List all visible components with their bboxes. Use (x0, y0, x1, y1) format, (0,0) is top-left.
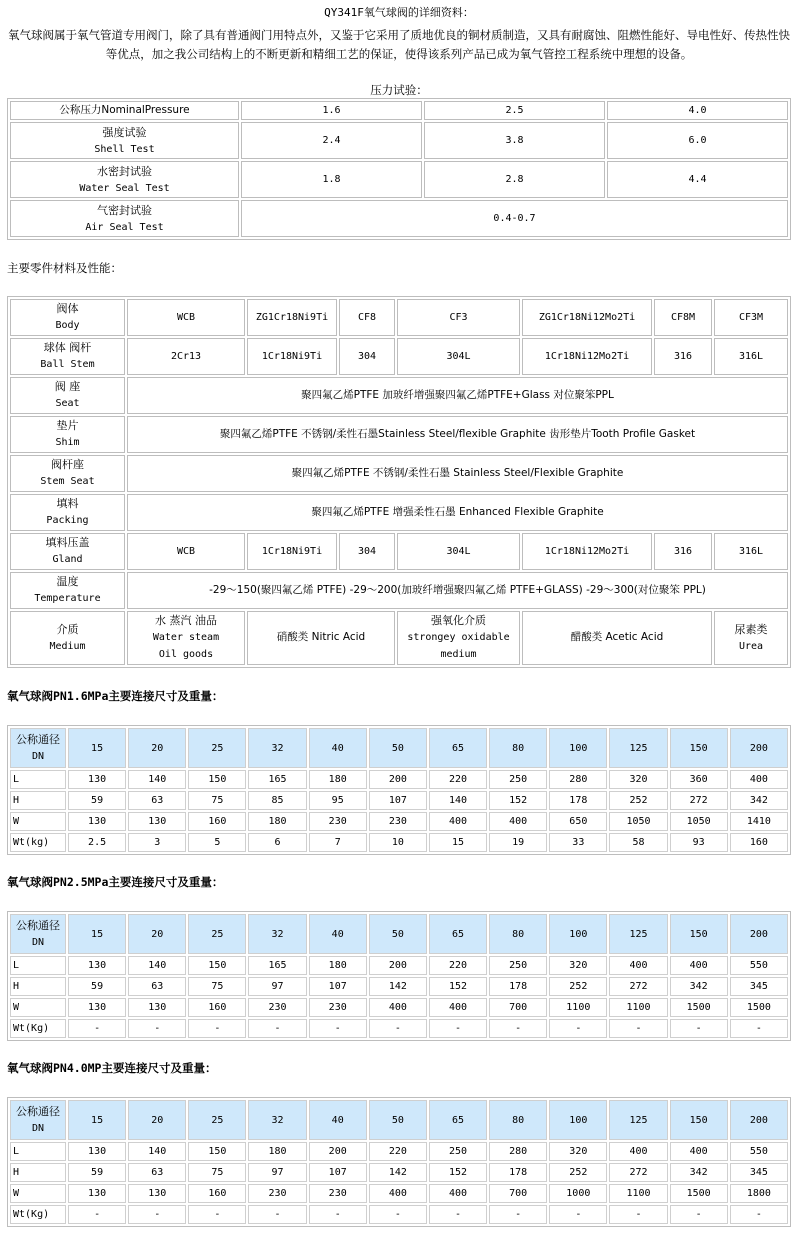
table-row (10, 1184, 788, 1203)
table-cell: - (730, 1019, 788, 1038)
table-cell: 59 (68, 977, 126, 996)
table-cell: - (309, 1205, 367, 1224)
table-cell: 700 (489, 1184, 547, 1203)
table-cell: 320 (609, 770, 667, 789)
table-cell: 320 (549, 1142, 607, 1161)
table-cell: 93 (670, 833, 728, 852)
pressure-value: 3.8 (424, 122, 605, 159)
pressure-row-shell (10, 122, 788, 159)
dn-label: 公称通径 DN (10, 1100, 66, 1140)
table-cell: 1100 (549, 998, 607, 1017)
table-cell: 7 (309, 833, 367, 852)
table-cell: 230 (309, 812, 367, 831)
table-cell: 140 (128, 956, 186, 975)
table-cell: 400 (609, 956, 667, 975)
mat-cell: 316 (654, 533, 712, 570)
table-cell: 400 (489, 812, 547, 831)
table-cell: 19 (489, 833, 547, 852)
dn-size: 25 (188, 914, 246, 954)
mat-row-seat (10, 377, 788, 414)
mat-row-shim (10, 416, 788, 453)
dim-header-row (10, 914, 788, 954)
pressure-table (7, 98, 791, 240)
mat-cell: CF3M (714, 299, 788, 336)
table-cell: 400 (429, 998, 487, 1017)
dn-size: 65 (429, 1100, 487, 1140)
dn-size: 15 (68, 914, 126, 954)
table-cell: 272 (670, 791, 728, 810)
table-cell: 150 (188, 956, 246, 975)
table-cell: - (68, 1205, 126, 1224)
table-row (10, 770, 788, 789)
pressure-value: 1.6 (241, 101, 422, 120)
table-cell: 250 (429, 1142, 487, 1161)
dim40-table (7, 1097, 791, 1227)
dn-size: 40 (309, 728, 367, 768)
row-label: Wt(kg) (10, 833, 66, 852)
mat-label: 球体 阀杆 Ball Stem (10, 338, 125, 375)
table-cell: 75 (188, 977, 246, 996)
table-cell: 95 (309, 791, 367, 810)
table-cell: 345 (730, 1163, 788, 1182)
table-cell: 178 (489, 977, 547, 996)
table-cell: 2.5 (68, 833, 126, 852)
table-cell: 107 (309, 977, 367, 996)
dn-size: 32 (248, 914, 306, 954)
materials-table (7, 296, 791, 668)
mat-cell: 1Cr18Ni9Ti (247, 338, 337, 375)
table-cell: 1800 (730, 1184, 788, 1203)
dn-size: 50 (369, 728, 427, 768)
dn-size: 80 (489, 1100, 547, 1140)
table-cell: 152 (429, 1163, 487, 1182)
table-cell: 1050 (609, 812, 667, 831)
table-cell: 180 (248, 1142, 306, 1161)
table-cell: 345 (730, 977, 788, 996)
mat-cell: 316L (714, 338, 788, 375)
table-cell: 130 (128, 812, 186, 831)
table-cell: 130 (68, 1184, 126, 1203)
dn-size: 80 (489, 914, 547, 954)
table-cell: 400 (429, 812, 487, 831)
mat-cell: 硝酸类 Nitric Acid (247, 611, 395, 666)
table-cell: 160 (188, 812, 246, 831)
pressure-label: 公称压力NominalPressure (10, 101, 239, 120)
table-cell: 6 (248, 833, 306, 852)
dn-size: 200 (730, 728, 788, 768)
dn-size: 100 (549, 914, 607, 954)
dn-size: 40 (309, 914, 367, 954)
pressure-label: 水密封试验 Water Seal Test (10, 161, 239, 198)
mat-cell: 聚四氟乙烯PTFE 不锈钢/柔性石墨 Stainless Steel/Flexible Graphite (127, 455, 788, 492)
dn-size: 65 (429, 914, 487, 954)
table-cell: - (369, 1205, 427, 1224)
table-cell: 550 (730, 1142, 788, 1161)
table-cell: 150 (188, 1142, 246, 1161)
pressure-label: 气密封试验 Air Seal Test (10, 200, 239, 237)
table-cell: 97 (248, 1163, 306, 1182)
table-cell: 1100 (609, 1184, 667, 1203)
row-label: L (10, 956, 66, 975)
table-cell: 200 (369, 956, 427, 975)
table-cell: 152 (429, 977, 487, 996)
mat-cell: 聚四氟乙烯PTFE 增强柔性石墨 Enhanced Flexible Graphite (127, 494, 788, 531)
mat-cell: 316 (654, 338, 712, 375)
table-cell: 33 (549, 833, 607, 852)
dn-size: 125 (609, 1100, 667, 1140)
mat-cell: 1Cr18Ni9Ti (247, 533, 337, 570)
mat-cell: 聚四氟乙烯PTFE 不锈钢/柔性石墨Stainless Steel/flexible Graphite 齿形垫片Tooth Profile Gasket (127, 416, 788, 453)
table-row (10, 791, 788, 810)
pressure-row-nominal (10, 101, 788, 120)
table-cell: 130 (68, 812, 126, 831)
mat-cell: ZG1Cr18Ni12Mo2Ti (522, 299, 652, 336)
mat-label: 阀 座 Seat (10, 377, 125, 414)
table-cell: 130 (68, 1142, 126, 1161)
pressure-label: 强度试验 Shell Test (10, 122, 239, 159)
table-cell: 107 (309, 1163, 367, 1182)
table-cell: 10 (369, 833, 427, 852)
row-label: W (10, 1184, 66, 1203)
table-cell: 650 (549, 812, 607, 831)
mat-cell: WCB (127, 299, 245, 336)
table-cell: 160 (188, 1184, 246, 1203)
mat-label: 介质 Medium (10, 611, 125, 666)
mat-cell: ZG1Cr18Ni9Ti (247, 299, 337, 336)
pressure-row-air (10, 200, 788, 237)
mat-label: 温度 Temperature (10, 572, 125, 609)
page-title: QY341F氧气球阀的详细资料： (324, 6, 474, 19)
table-cell: 342 (670, 977, 728, 996)
table-cell: 250 (489, 770, 547, 789)
pressure-value: 0.4-0.7 (241, 200, 788, 237)
table-cell: 130 (128, 1184, 186, 1203)
dn-size: 150 (670, 728, 728, 768)
mat-cell: CF8 (339, 299, 395, 336)
dn-size: 200 (730, 1100, 788, 1140)
table-cell: - (188, 1205, 246, 1224)
table-cell: - (429, 1205, 487, 1224)
table-cell: 142 (369, 1163, 427, 1182)
table-row (10, 1205, 788, 1224)
table-cell: 160 (730, 833, 788, 852)
row-label: Wt(Kg) (10, 1205, 66, 1224)
mat-cell: 304L (397, 533, 520, 570)
table-cell: 107 (369, 791, 427, 810)
table-cell: 1500 (670, 998, 728, 1017)
dn-size: 100 (549, 1100, 607, 1140)
table-cell: 85 (248, 791, 306, 810)
table-cell: 178 (489, 1163, 547, 1182)
table-cell: - (609, 1205, 667, 1224)
mat-cell: 304 (339, 533, 395, 570)
table-cell: 140 (128, 1142, 186, 1161)
table-cell: 400 (670, 1142, 728, 1161)
table-row (10, 812, 788, 831)
table-row (10, 1163, 788, 1182)
table-cell: - (549, 1205, 607, 1224)
intro-paragraph: 氧气球阀属于氧气管道专用阀门，除了具有普通阀门用特点外，又鉴于它采用了质地优良的铜材质制造，又具有耐腐蚀、阻燃性能好、导电性好、传热性快等优点，加之我公司结构上的不断更新和精细工艺的保证，使得该系列产品已成为氧气管控工程系统中理想的设备。 (8, 28, 790, 61)
table-cell: 150 (188, 770, 246, 789)
mat-label: 阀杆座 Stem Seat (10, 455, 125, 492)
dn-size: 32 (248, 728, 306, 768)
dn-label: 公称通径 DN (10, 914, 66, 954)
mat-cell: 304L (397, 338, 520, 375)
dn-size: 150 (670, 914, 728, 954)
table-cell: 400 (670, 956, 728, 975)
dn-size: 150 (670, 1100, 728, 1140)
table-row (10, 977, 788, 996)
row-label: H (10, 1163, 66, 1182)
table-cell: 220 (369, 1142, 427, 1161)
row-label: H (10, 977, 66, 996)
mat-cell: 尿素类 Urea (714, 611, 788, 666)
table-cell: 342 (730, 791, 788, 810)
row-label: W (10, 998, 66, 1017)
table-cell: 15 (429, 833, 487, 852)
dim-header-row (10, 728, 788, 768)
dn-size: 100 (549, 728, 607, 768)
mat-cell: 强氧化介质 strongey oxidable medium (397, 611, 520, 666)
dn-size: 20 (128, 728, 186, 768)
table-cell: - (549, 1019, 607, 1038)
dn-label: 公称通径 DN (10, 728, 66, 768)
table-cell: 1000 (549, 1184, 607, 1203)
table-cell: 400 (369, 1184, 427, 1203)
pressure-value: 4.4 (607, 161, 788, 198)
table-cell: - (248, 1019, 306, 1038)
table-cell: 230 (369, 812, 427, 831)
dn-size: 125 (609, 914, 667, 954)
table-cell: 230 (248, 998, 306, 1017)
table-cell: 1410 (730, 812, 788, 831)
table-cell: 272 (609, 977, 667, 996)
dn-size: 50 (369, 1100, 427, 1140)
table-cell: 75 (188, 791, 246, 810)
table-cell: 252 (549, 977, 607, 996)
table-cell: - (670, 1019, 728, 1038)
dim16-caption: 氧气球阀PN1.6MPa主要连接尺寸及重量： (7, 689, 224, 703)
dn-size: 80 (489, 728, 547, 768)
mat-label: 填料 Packing (10, 494, 125, 531)
dim16-table (7, 725, 791, 855)
mat-cell: 316L (714, 533, 788, 570)
table-cell: 59 (68, 791, 126, 810)
table-cell: 97 (248, 977, 306, 996)
table-cell: 400 (609, 1142, 667, 1161)
table-cell: 58 (609, 833, 667, 852)
table-row (10, 1019, 788, 1038)
dim25-table (7, 911, 791, 1041)
row-label: H (10, 791, 66, 810)
table-cell: 400 (429, 1184, 487, 1203)
table-cell: - (670, 1205, 728, 1224)
table-cell: 220 (429, 770, 487, 789)
dn-size: 15 (68, 728, 126, 768)
table-cell: 63 (128, 977, 186, 996)
table-cell: 700 (489, 998, 547, 1017)
pressure-value: 6.0 (607, 122, 788, 159)
table-cell: 130 (68, 956, 126, 975)
dn-size: 20 (128, 914, 186, 954)
table-cell: - (369, 1019, 427, 1038)
table-cell: - (730, 1205, 788, 1224)
table-cell: - (309, 1019, 367, 1038)
mat-row-ball (10, 338, 788, 375)
table-row (10, 1142, 788, 1161)
dn-size: 40 (309, 1100, 367, 1140)
table-cell: 1100 (609, 998, 667, 1017)
table-cell: 360 (670, 770, 728, 789)
table-cell: 230 (309, 998, 367, 1017)
mat-label: 垫片 Shim (10, 416, 125, 453)
table-cell: - (128, 1019, 186, 1038)
row-label: L (10, 770, 66, 789)
mat-label: 填料压盖 Gland (10, 533, 125, 570)
table-cell: 63 (128, 791, 186, 810)
table-cell: 1050 (670, 812, 728, 831)
table-cell: 130 (68, 998, 126, 1017)
pressure-value: 2.4 (241, 122, 422, 159)
mat-row-body (10, 299, 788, 336)
table-cell: 200 (369, 770, 427, 789)
table-cell: 230 (309, 1184, 367, 1203)
pressure-value: 2.5 (424, 101, 605, 120)
dn-size: 25 (188, 728, 246, 768)
table-cell: 165 (248, 956, 306, 975)
pressure-value: 2.8 (424, 161, 605, 198)
mat-row-packing (10, 494, 788, 531)
table-cell: 550 (730, 956, 788, 975)
table-cell: 1500 (670, 1184, 728, 1203)
mat-cell: CF8M (654, 299, 712, 336)
mat-cell: 聚四氟乙烯PTFE 加玻纤增强聚四氟乙烯PTFE+Glass 对位聚笨PPL (127, 377, 788, 414)
dn-size: 20 (128, 1100, 186, 1140)
table-cell: 252 (609, 791, 667, 810)
pressure-row-water (10, 161, 788, 198)
table-cell: 400 (730, 770, 788, 789)
table-cell: 342 (670, 1163, 728, 1182)
table-cell: 140 (429, 791, 487, 810)
mat-cell: CF3 (397, 299, 520, 336)
pressure-value: 4.0 (607, 101, 788, 120)
table-cell: 130 (128, 998, 186, 1017)
table-cell: - (489, 1205, 547, 1224)
table-cell: 252 (549, 1163, 607, 1182)
dim40-caption: 氧气球阀PN4.0MP主要连接尺寸及重量： (7, 1061, 217, 1075)
dn-size: 65 (429, 728, 487, 768)
table-cell: 142 (369, 977, 427, 996)
table-cell: 280 (549, 770, 607, 789)
table-cell: 165 (248, 770, 306, 789)
table-cell: 63 (128, 1163, 186, 1182)
table-cell: 180 (309, 770, 367, 789)
pressure-value: 1.8 (241, 161, 422, 198)
table-row (10, 998, 788, 1017)
table-cell: - (68, 1019, 126, 1038)
mat-cell: 水 蒸汽 油品 Water steam Oil goods (127, 611, 245, 666)
pressure-caption: 压力试验： (370, 83, 428, 97)
table-cell: - (609, 1019, 667, 1038)
dn-size: 50 (369, 914, 427, 954)
table-cell: 180 (248, 812, 306, 831)
dn-size: 125 (609, 728, 667, 768)
mat-cell: -29～150(聚四氟乙烯 PTFE) -29～200(加玻纤增强聚四氟乙烯 PTFE+GLASS) -29～300(对位聚笨 PPL) (127, 572, 788, 609)
mat-row-medium (10, 611, 788, 666)
table-row (10, 956, 788, 975)
mat-cell: 304 (339, 338, 395, 375)
table-cell: 272 (609, 1163, 667, 1182)
table-cell: 320 (549, 956, 607, 975)
table-cell: 3 (128, 833, 186, 852)
dim-header-row (10, 1100, 788, 1140)
table-cell: 152 (489, 791, 547, 810)
row-label: Wt(Kg) (10, 1019, 66, 1038)
mat-row-temp (10, 572, 788, 609)
table-row (10, 833, 788, 852)
table-cell: 230 (248, 1184, 306, 1203)
mat-cell: 1Cr18Ni12Mo2Ti (522, 338, 652, 375)
table-cell: 220 (429, 956, 487, 975)
mat-cell: 1Cr18Ni12Mo2Ti (522, 533, 652, 570)
mat-cell: 醋酸类 Acetic Acid (522, 611, 712, 666)
table-cell: 280 (489, 1142, 547, 1161)
table-cell: - (248, 1205, 306, 1224)
table-cell: 160 (188, 998, 246, 1017)
dn-size: 32 (248, 1100, 306, 1140)
dim25-caption: 氧气球阀PN2.5MPa主要连接尺寸及重量： (7, 875, 224, 889)
mat-cell: 2Cr13 (127, 338, 245, 375)
table-cell: - (188, 1019, 246, 1038)
mat-label: 阀体 Body (10, 299, 125, 336)
table-cell: 140 (128, 770, 186, 789)
table-cell: 130 (68, 770, 126, 789)
materials-caption: 主要零件材料及性能： (7, 261, 122, 275)
dn-size: 200 (730, 914, 788, 954)
mat-row-gland (10, 533, 788, 570)
table-cell: 5 (188, 833, 246, 852)
table-cell: - (128, 1205, 186, 1224)
table-cell: 1500 (730, 998, 788, 1017)
row-label: W (10, 812, 66, 831)
table-cell: - (429, 1019, 487, 1038)
row-label: L (10, 1142, 66, 1161)
table-cell: - (489, 1019, 547, 1038)
table-cell: 180 (309, 956, 367, 975)
table-cell: 75 (188, 1163, 246, 1182)
table-cell: 59 (68, 1163, 126, 1182)
mat-cell: WCB (127, 533, 245, 570)
dn-size: 25 (188, 1100, 246, 1140)
dn-size: 15 (68, 1100, 126, 1140)
table-cell: 178 (549, 791, 607, 810)
table-cell: 200 (309, 1142, 367, 1161)
table-cell: 400 (369, 998, 427, 1017)
table-cell: 250 (489, 956, 547, 975)
mat-row-stemseat (10, 455, 788, 492)
